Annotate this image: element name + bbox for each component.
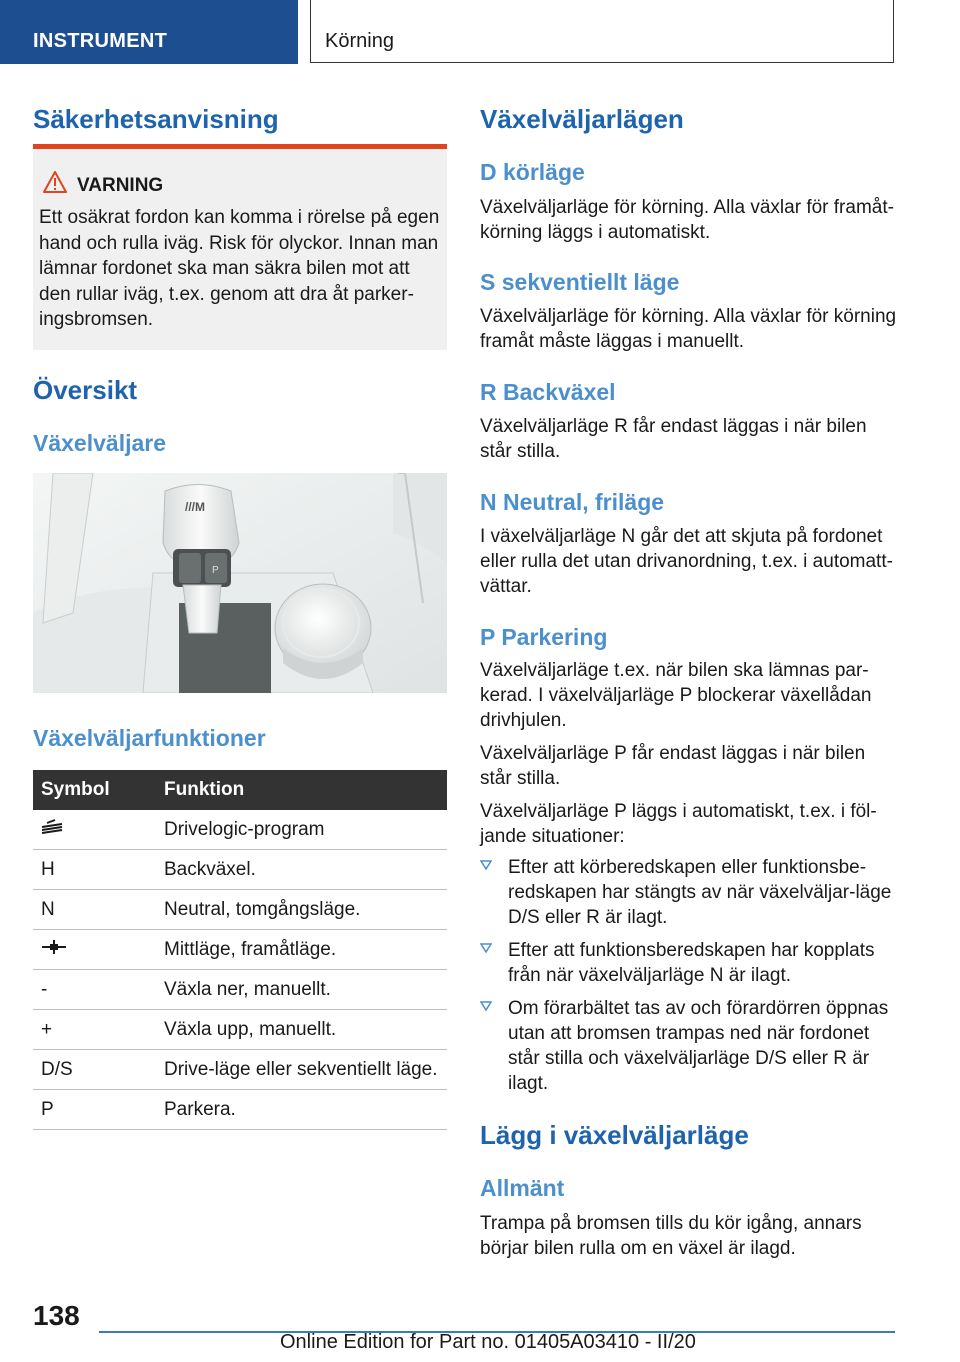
drivelogic-icon bbox=[41, 819, 63, 835]
list-item bbox=[480, 855, 900, 930]
warning-text: Ett osäkrat fordon kan komma i rörelse på egen hand och rulla iväg. Risk för olyckor. Innan man lämnar fordonet ska man säkra bilen mot att den rullar iväg, t.ex. genom att dra åt parker-ingsbromsen. bbox=[39, 207, 440, 330]
warning-triangle-icon bbox=[43, 171, 67, 193]
r-mode-heading: R Backväxel bbox=[480, 379, 616, 405]
symbol-cell bbox=[33, 810, 156, 850]
table-row bbox=[33, 1050, 447, 1090]
warning-title: VARNING bbox=[77, 175, 164, 196]
gear-selector-illustration bbox=[33, 473, 447, 693]
s-mode-heading: S sekventiellt läge bbox=[480, 269, 680, 295]
triangle-bullet-icon bbox=[480, 942, 492, 954]
d-mode-text: Växelväljarläge för körning. Alla växlar för framåt-körning läggs i automatiskt. bbox=[480, 197, 894, 243]
function-cell: Neutral, tomgångsläge. bbox=[156, 890, 447, 930]
r-mode-text: Växelväljarläge R får endast läggas i när bilen står stilla. bbox=[480, 416, 867, 462]
function-cell: Drivelogic-program bbox=[156, 810, 447, 850]
p-mode-heading: P Parkering bbox=[480, 624, 608, 650]
p-mode-text-1: Växelväljarläge t.ex. när bilen ska lämnas par-kerad. I växelväljarläge P blockerar växellådan drivhjulen. bbox=[480, 660, 872, 731]
general-text: Trampa på bromsen tills du kör igång, annars börjar bilen rulla om en växel är ilagd. bbox=[480, 1213, 862, 1259]
symbol-cell: P bbox=[33, 1090, 156, 1130]
triangle-bullet-icon bbox=[480, 859, 492, 871]
n-mode-text: I växelväljarläge N går det att skjuta på fordonet eller rulla det utan drivanordning, t.ex. i automatt-vättar. bbox=[480, 526, 893, 597]
section-tab bbox=[0, 0, 298, 64]
function-cell: Mittläge, framåtläge. bbox=[156, 930, 447, 970]
svg-text:///M: ///M bbox=[185, 500, 205, 514]
overview-heading: Översikt bbox=[33, 375, 138, 405]
auto-park-list bbox=[480, 855, 900, 1104]
list-item-text: Om förarbältet tas av och förardörren öppnas utan att bromsen trampas ned när fordonet står stilla och växelväljarläge D/S eller R är ilagt. bbox=[508, 998, 889, 1094]
general-heading: Allmänt bbox=[480, 1175, 565, 1201]
function-cell: Backväxel. bbox=[156, 850, 447, 890]
table-row bbox=[33, 850, 447, 890]
list-item-text: Efter att körberedskapen eller funktionsbe-redskapen har stängts av när växelväljar-läge D/S eller R är ilagt. bbox=[508, 857, 892, 928]
list-item-text: Efter att funktionsberedskapen har kopplats från när växelväljarläge N är ilagt. bbox=[508, 940, 875, 986]
svg-text:P: P bbox=[212, 565, 219, 576]
functions-heading: Växelväljarfunktioner bbox=[33, 725, 266, 751]
selector-functions-table bbox=[33, 770, 447, 1130]
p-mode-text-2: Växelväljarläge P får endast läggas i när bilen står stilla. bbox=[480, 743, 866, 789]
table-row bbox=[33, 1010, 447, 1050]
table-row bbox=[33, 970, 447, 1010]
symbol-column-header: Symbol bbox=[33, 770, 156, 810]
table-row bbox=[33, 810, 447, 850]
selector-heading: Växelväljare bbox=[33, 430, 167, 456]
symbol-cell: H bbox=[33, 850, 156, 890]
page-number: 138 bbox=[33, 1300, 80, 1331]
symbol-cell: D/S bbox=[33, 1050, 156, 1090]
symbol-cell: - bbox=[33, 970, 156, 1010]
edition-note: Online Edition for Part no. 01405A03410 - II/20 bbox=[280, 1331, 696, 1353]
function-column-header: Funktion bbox=[156, 770, 447, 810]
table-header-row bbox=[33, 770, 447, 810]
p-mode-text-3: Växelväljarläge P läggs i automatiskt, t.ex. i föl-jande situationer: bbox=[480, 801, 877, 847]
symbol-cell: + bbox=[33, 1010, 156, 1050]
n-mode-heading: N Neutral, friläge bbox=[480, 489, 665, 515]
d-mode-heading: D körläge bbox=[480, 159, 585, 185]
chapter-label: Körning bbox=[325, 30, 394, 52]
symbol-cell: N bbox=[33, 890, 156, 930]
function-cell: Parkera. bbox=[156, 1090, 447, 1130]
engage-heading: Lägg i växelväljarläge bbox=[480, 1120, 749, 1150]
function-cell: Drive-läge eller sekventiellt läge. bbox=[156, 1050, 447, 1090]
chapter-tab bbox=[310, 0, 894, 63]
triangle-bullet-icon bbox=[480, 1000, 492, 1012]
s-mode-text: Växelväljarläge för körning. Alla växlar för körning framåt måste läggas i manuellt. bbox=[480, 306, 897, 352]
gear-selector-photo bbox=[33, 473, 447, 693]
table-row bbox=[33, 930, 447, 970]
table-row bbox=[33, 1090, 447, 1130]
function-cell: Växla ner, manuellt. bbox=[156, 970, 447, 1010]
list-item bbox=[480, 996, 900, 1096]
list-item bbox=[480, 938, 900, 988]
table-row bbox=[33, 890, 447, 930]
center-position-icon bbox=[41, 939, 67, 955]
section-label: INSTRUMENT bbox=[33, 30, 168, 52]
symbol-cell bbox=[33, 930, 156, 970]
function-cell: Växla upp, manuellt. bbox=[156, 1010, 447, 1050]
warning-box bbox=[33, 144, 447, 350]
safety-heading: Säkerhetsanvisning bbox=[33, 104, 279, 134]
modes-heading: Växelväljarlägen bbox=[480, 104, 684, 134]
